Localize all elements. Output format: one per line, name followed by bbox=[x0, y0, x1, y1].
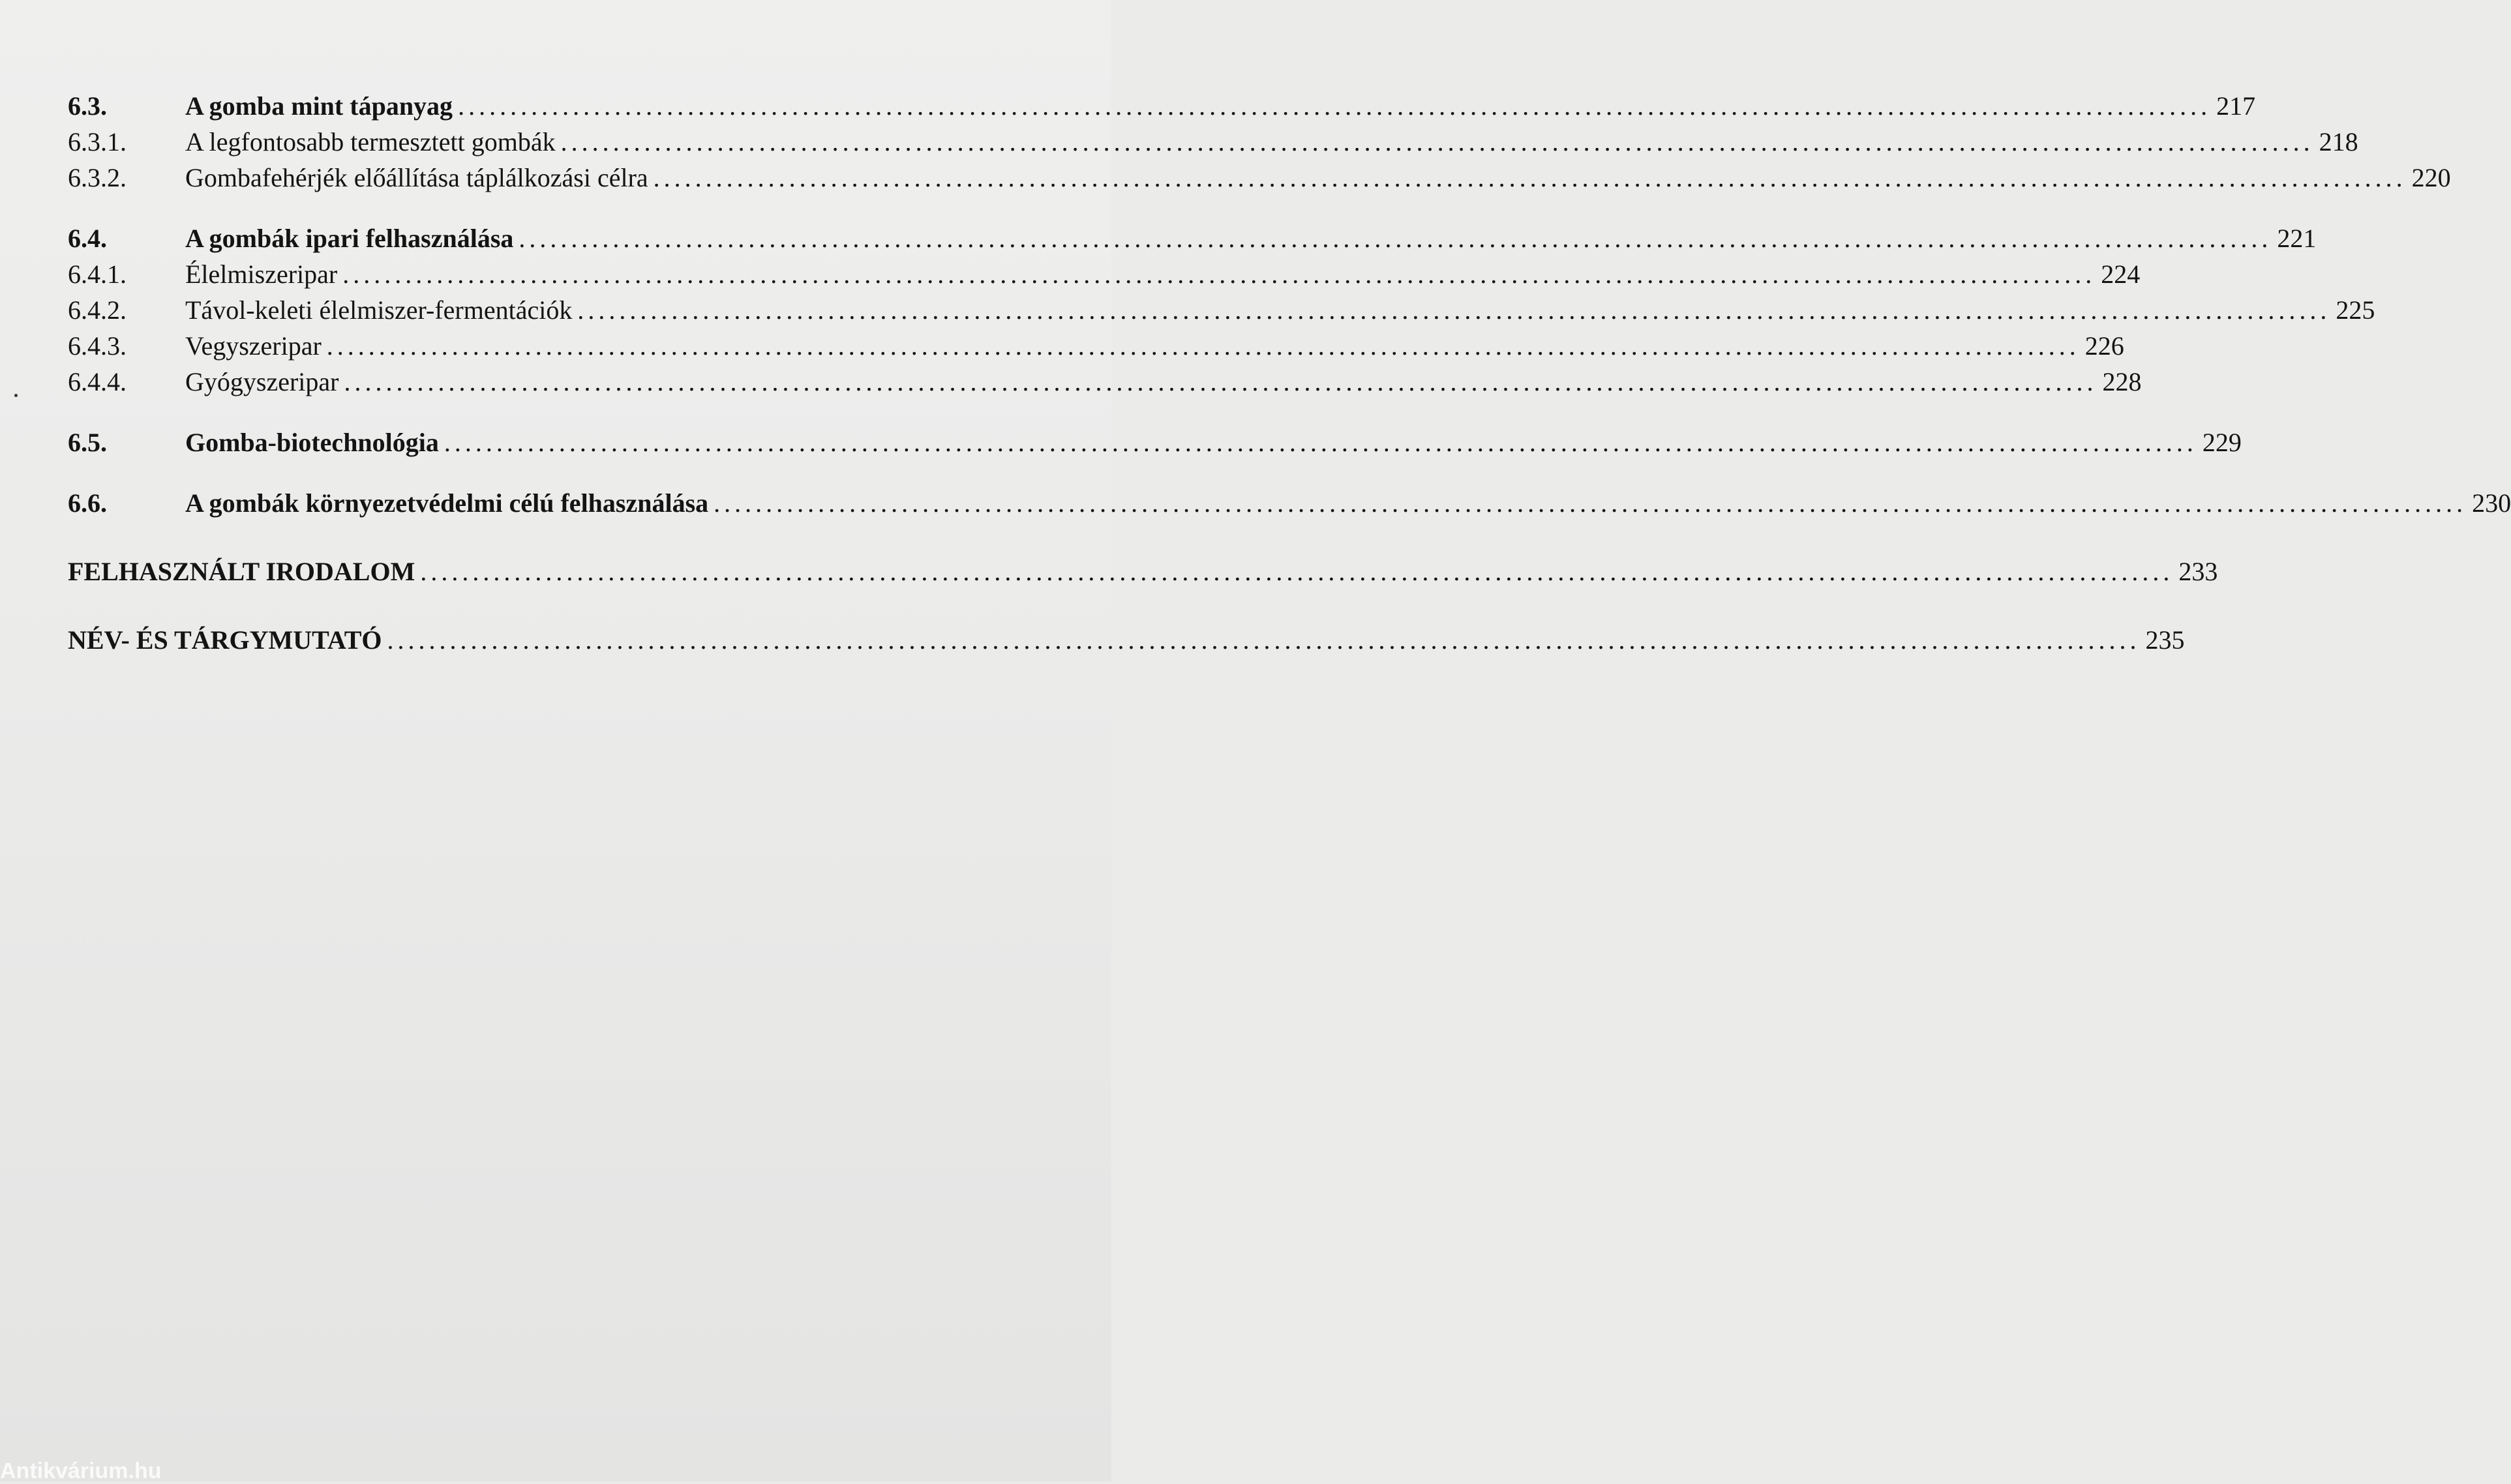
section-number: 6.4.4. bbox=[68, 367, 127, 396]
section-number: 6.3.2. bbox=[68, 163, 127, 192]
section-title: Élelmiszeripar bbox=[185, 260, 338, 289]
page-number: 233 bbox=[2178, 557, 2218, 586]
page-number: 217 bbox=[2216, 91, 2256, 121]
section-title: A gombák környezetvédelmi célú felhasználása bbox=[185, 488, 709, 518]
page-number: 230 bbox=[2472, 488, 2511, 518]
toc-entry-6-6[interactable] bbox=[68, 485, 2511, 521]
dot-leader bbox=[577, 292, 2330, 328]
section-number: 6.4. bbox=[68, 224, 107, 253]
page-number: 226 bbox=[2084, 331, 2124, 361]
toc-entry-references[interactable] bbox=[68, 554, 2218, 589]
dot-leader bbox=[458, 88, 2211, 124]
section-title: NÉV- ÉS TÁRGYMUTATÓ bbox=[68, 625, 382, 655]
toc-entry-6-3-2[interactable] bbox=[68, 160, 2451, 196]
dot-leader bbox=[387, 622, 2141, 658]
dot-leader bbox=[327, 328, 2080, 364]
dot-leader bbox=[714, 485, 2467, 521]
page-number: 229 bbox=[2202, 428, 2242, 457]
section-title: Gomba-biotechnológia bbox=[185, 428, 439, 457]
dot-leader bbox=[561, 124, 2314, 160]
page-number: 228 bbox=[2102, 367, 2142, 396]
dot-leader bbox=[519, 220, 2272, 256]
toc-entry-6-3-1[interactable] bbox=[68, 124, 2358, 160]
page-number: 235 bbox=[2145, 625, 2185, 655]
section-title: Vegyszeripar bbox=[185, 331, 322, 361]
toc-entry-6-4-4[interactable] bbox=[68, 364, 2142, 400]
section-title: A legfontosabb termesztett gombák bbox=[185, 127, 556, 156]
paper-speck bbox=[14, 394, 18, 397]
dot-leader bbox=[342, 256, 2096, 292]
toc-entry-6-4[interactable] bbox=[68, 220, 2317, 256]
section-number: 6.4.2. bbox=[68, 295, 127, 325]
dot-leader bbox=[344, 364, 2097, 400]
page-number: 220 bbox=[2411, 163, 2451, 192]
watermark: Antikvárium.hu bbox=[0, 1459, 162, 1483]
section-title: A gomba mint tápanyag bbox=[185, 91, 453, 121]
toc-entry-6-4-1[interactable] bbox=[68, 256, 2141, 292]
dot-leader bbox=[420, 554, 2173, 589]
section-number: 6.4.1. bbox=[68, 260, 127, 289]
dot-leader bbox=[654, 160, 2407, 196]
toc-entry-6-3[interactable] bbox=[68, 88, 2256, 124]
section-title: Távol-keleti élelmiszer-fermentációk bbox=[185, 295, 573, 325]
section-title: Gombafehérjék előállítása táplálkozási célra bbox=[185, 163, 648, 192]
page-number: 218 bbox=[2319, 127, 2358, 156]
table-of-contents bbox=[68, 88, 2511, 658]
section-number: 6.4.3. bbox=[68, 331, 127, 361]
dot-leader bbox=[444, 424, 2197, 460]
page-number: 221 bbox=[2277, 224, 2317, 253]
section-number: 6.3.1. bbox=[68, 127, 127, 156]
section-title: Gyógyszeripar bbox=[185, 367, 339, 396]
section-number: 6.5. bbox=[68, 428, 107, 457]
toc-entry-index[interactable] bbox=[68, 622, 2185, 658]
page-number: 224 bbox=[2101, 260, 2141, 289]
toc-entry-6-4-3[interactable] bbox=[68, 328, 2124, 364]
page-number: 225 bbox=[2336, 295, 2375, 325]
section-number: 6.6. bbox=[68, 488, 107, 518]
toc-entry-6-4-2[interactable] bbox=[68, 292, 2375, 328]
section-number: 6.3. bbox=[68, 91, 107, 121]
section-title: FELHASZNÁLT IRODALOM bbox=[68, 557, 415, 586]
toc-entry-6-5[interactable] bbox=[68, 424, 2242, 460]
section-title: A gombák ipari felhasználása bbox=[185, 224, 514, 253]
